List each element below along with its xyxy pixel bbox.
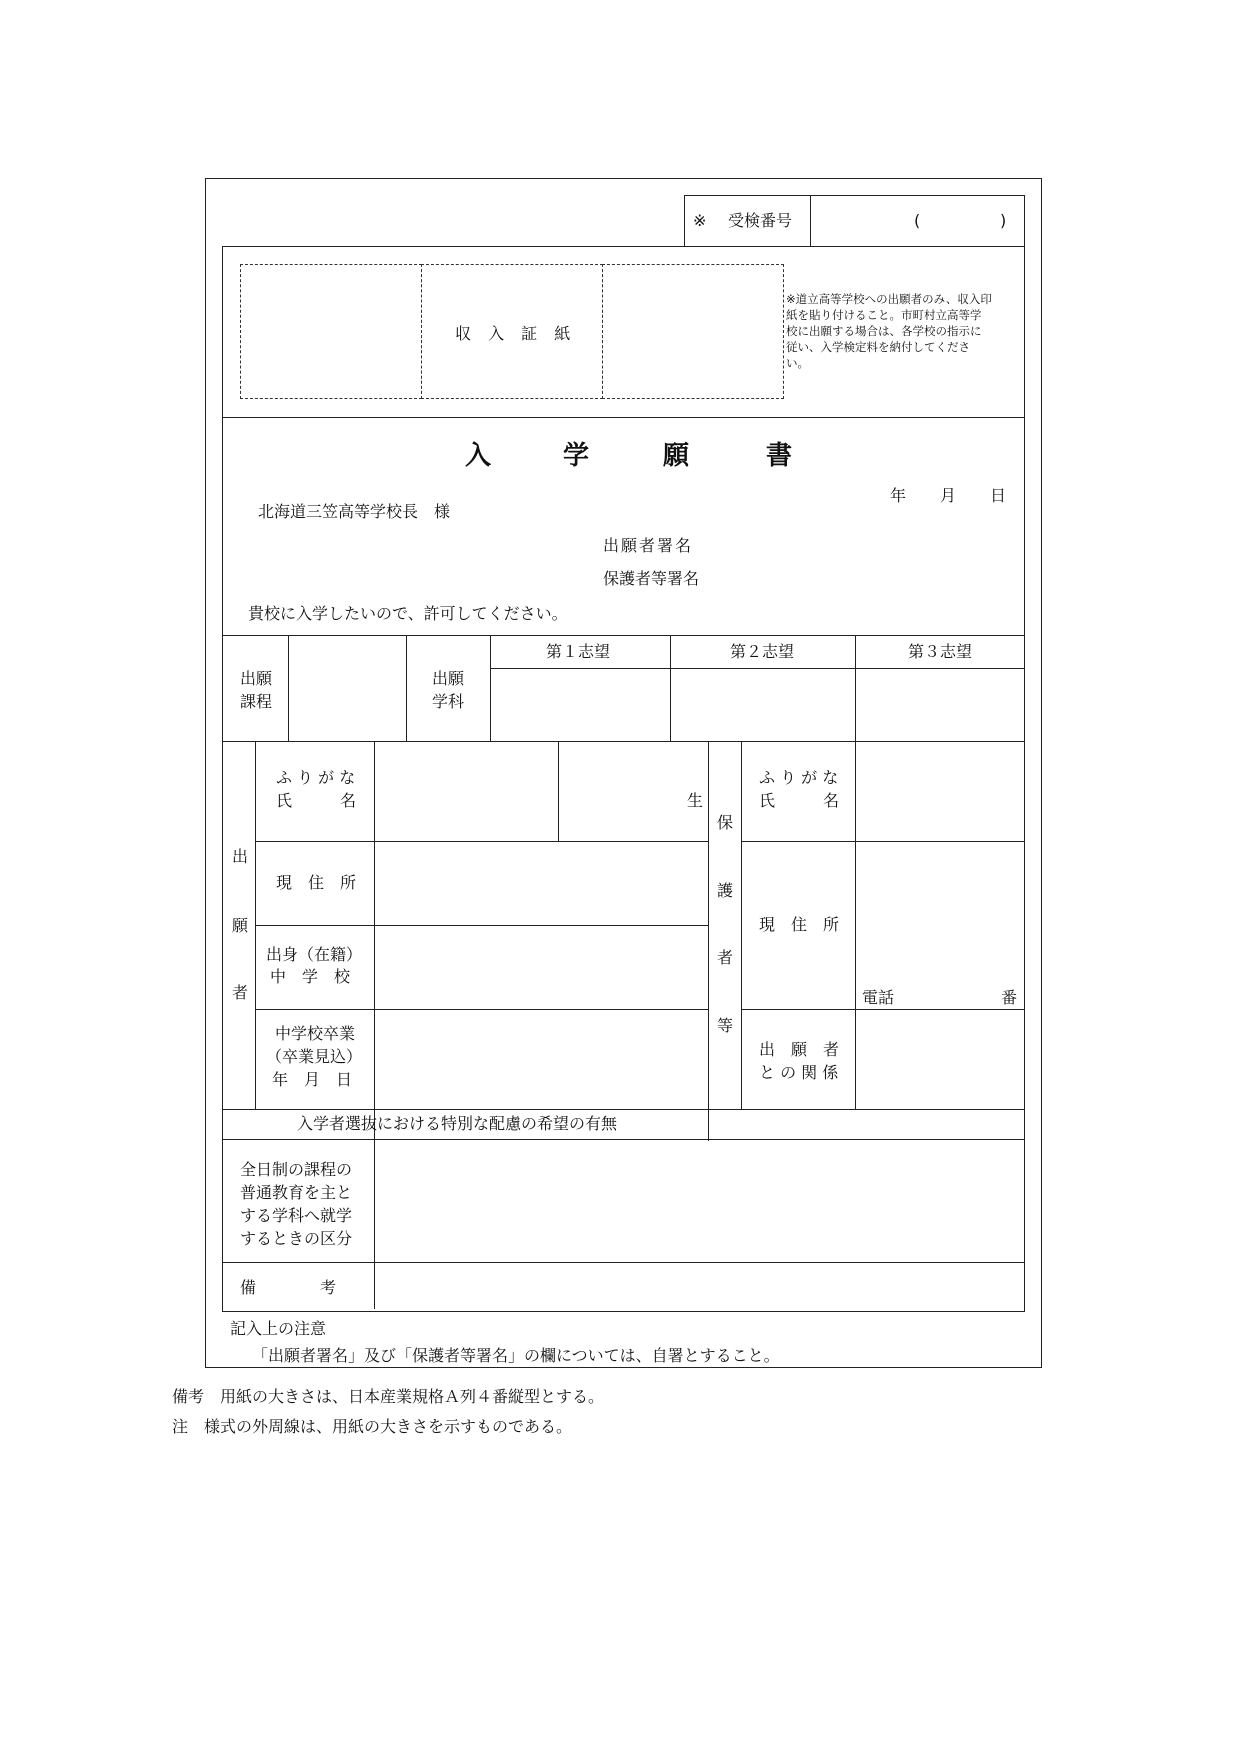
- school-field[interactable]: [376, 927, 707, 1008]
- guardian-address-field[interactable]: [857, 843, 1024, 983]
- date-month[interactable]: 月: [940, 486, 957, 505]
- special-consideration-field[interactable]: [710, 1111, 1024, 1138]
- third-choice-field[interactable]: [856, 670, 1024, 740]
- guardian-name-label: 氏 名: [759, 791, 840, 810]
- second-choice-header: 第２志望: [730, 642, 795, 661]
- title-char-1: 入: [465, 441, 492, 471]
- third-choice-header: 第３志望: [908, 642, 973, 661]
- course-label: 出願 課程: [240, 669, 273, 711]
- guardian-address-label: 現 住 所: [759, 915, 840, 934]
- guardian-signature-label: 保護者等署名: [603, 569, 700, 588]
- stamp-box-right[interactable]: [602, 264, 784, 399]
- guardian-phone-label: 電話: [862, 988, 895, 1007]
- title-char-3: 願: [663, 441, 690, 471]
- remarks-label: 備 考: [240, 1278, 337, 1297]
- date-year[interactable]: 年: [890, 486, 907, 505]
- applicant-name-label: 氏 名: [276, 791, 357, 810]
- stamp-box-left[interactable]: [240, 264, 422, 399]
- exam-number-paren-close[interactable]: ): [1000, 211, 1007, 230]
- exam-number-label: 受検番号: [728, 211, 793, 230]
- first-choice-header: 第１志望: [546, 642, 611, 661]
- special-consideration-label: 入学者選抜における特別な配慮の希望の有無: [297, 1114, 618, 1133]
- course-field[interactable]: [290, 637, 405, 740]
- footer-line-1: 備考 用紙の大きさは、日本産業規格Ａ列４番縦型とする。: [172, 1387, 605, 1406]
- guardian-side-char-2: 護: [716, 881, 733, 900]
- graduation-label: 中学校卒業 （卒業見込） 年 月 日: [266, 1024, 363, 1089]
- guardian-side-char-3: 者: [716, 948, 733, 967]
- guardian-phone-suffix: 番: [1001, 988, 1018, 1007]
- category-label: 全日制の課程の 普通教育を主と する学科へ就学 するときの区分: [240, 1160, 353, 1248]
- guardian-name-field[interactable]: [857, 743, 1024, 840]
- guardian-side-char-4: 等: [716, 1016, 733, 1035]
- applicant-address-label: 現 住 所: [276, 873, 357, 892]
- dept-label: 出願 学科: [432, 669, 465, 711]
- applicant-furigana-label: ふ り が な: [276, 768, 356, 787]
- title-char-2: 学: [563, 441, 590, 471]
- second-choice-field[interactable]: [671, 670, 854, 740]
- stamp-label: 収 入 証 紙: [455, 324, 577, 343]
- footer-line-2: 注 様式の外周線は、用紙の大きさを示すものである。: [172, 1417, 573, 1436]
- notes-body: 「出願者署名」及び「保護者等署名」の欄については、自署とすること。: [252, 1346, 780, 1365]
- date-day[interactable]: 日: [990, 486, 1007, 505]
- stamp-note: ※道立高等学校への出願者のみ、収入印 紙を貼り付けること。市町村立高等学 校に出願する場合は、各学校の指示に 従い、入学検定料を納付してくださ い。: [786, 292, 992, 370]
- graduation-field[interactable]: [376, 1011, 707, 1108]
- exam-number-paren-open[interactable]: (: [914, 211, 921, 230]
- school-label: 出身（在籍） 中 学 校: [266, 945, 363, 986]
- addressee: 北海道三笠高等学校長 様: [258, 502, 451, 521]
- exam-number-mark: ※: [693, 211, 707, 230]
- title-char-4: 書: [766, 441, 793, 471]
- birth-suffix: 生: [687, 791, 704, 810]
- relation-field[interactable]: [857, 1011, 1024, 1108]
- category-field[interactable]: [376, 1141, 1024, 1261]
- request-text: 貴校に入学したいので、許可してください。: [248, 604, 568, 623]
- remarks-field[interactable]: [376, 1264, 1024, 1310]
- guardian-furigana-label: ふ り が な: [759, 768, 839, 787]
- guardian-side-char-1: 保: [716, 813, 733, 832]
- notes-heading: 記入上の注意: [230, 1319, 327, 1338]
- applicant-address-field[interactable]: [376, 843, 707, 924]
- birth-date-field[interactable]: [560, 743, 680, 840]
- relation-label: 出 願 者 と の 関 係: [759, 1040, 840, 1082]
- first-choice-field[interactable]: [491, 670, 669, 740]
- applicant-side-char-3: 者: [231, 983, 248, 1002]
- applicant-side-char-2: 願: [231, 916, 248, 935]
- applicant-side-char-1: 出: [231, 847, 248, 866]
- applicant-name-field[interactable]: [376, 743, 557, 840]
- applicant-signature-label: 出願者署名: [603, 536, 694, 555]
